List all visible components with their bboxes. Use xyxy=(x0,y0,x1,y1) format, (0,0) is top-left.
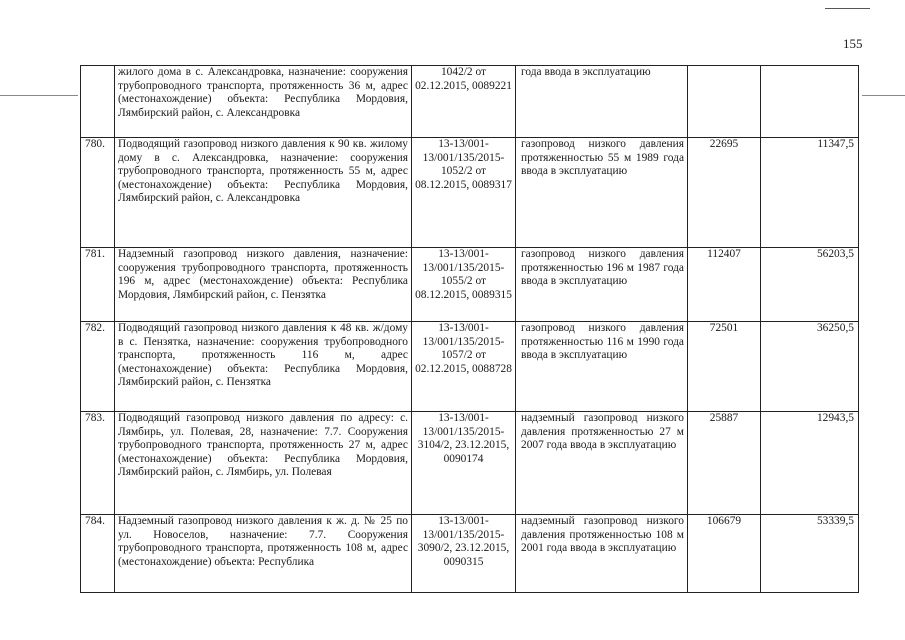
object-characteristics: газопровод низкого давления протяженностью 196 м 1987 года ввода в эксплуатацию xyxy=(516,248,688,322)
object-description: жилого дома в с. Александровка, назначение: сооружения трубопроводного транспорта, протяженность 36 м, адрес (местонахождение) объекта: Республика Мордовия, Лямбирский район, с. Александровка xyxy=(115,66,412,138)
residual-value: 53339,5 xyxy=(761,515,859,593)
object-description: Подводящий газопровод низкого давления к 48 кв. ж/дому в с. Пензятка, назначение: сооружения трубопроводного транспорта, протяженность 116 м, адрес (местонахождение) объекта: Республика Мордовия, Лямбирский район, с. Пензятка xyxy=(115,322,412,412)
row-number: 782. xyxy=(81,322,115,412)
residual-value: 12943,5 xyxy=(761,412,859,515)
object-characteristics: газопровод низкого давления протяженностью 116 м 1990 года ввода в эксплуатацию xyxy=(516,322,688,412)
registration-record: 13-13/001-13/001/135/2015-3104/2, 23.12.2015, 0090174 xyxy=(412,412,516,515)
row-number: 781. xyxy=(81,248,115,322)
row-number xyxy=(81,66,115,138)
book-value: 22695 xyxy=(688,138,761,248)
object-characteristics: газопровод низкого давления протяженностью 55 м 1989 года ввода в эксплуатацию xyxy=(516,138,688,248)
registration-record: 13-13/001-13/001/135/2015-3090/2, 23.12.2015, 0090315 xyxy=(412,515,516,593)
table-row xyxy=(81,66,859,138)
object-characteristics: года ввода в эксплуатацию xyxy=(516,66,688,138)
object-description: Подводящий газопровод низкого давления к 90 кв. жилому дому в с. Александровка, назначение: сооружения трубопроводного транспорта, протяженность 55 м, адрес (местонахождение) объекта: Республика Мордовия, Лямбирский район, с. Александровка xyxy=(115,138,412,248)
property-table xyxy=(80,65,859,593)
table-row xyxy=(81,248,859,322)
object-description: Подводящий газопровод низкого давления по адресу: с. Лямбирь, ул. Полевая, 28, назначение: 7.7. Сооружения трубопроводного транспорта, протяженность 27 м, адрес (местонахождение) объекта: Республика Мордовия, Лямбирский район, с. Лямбирь, ул. Полевая xyxy=(115,412,412,515)
scan-mark-top-right xyxy=(825,8,870,9)
book-value: 25887 xyxy=(688,412,761,515)
object-characteristics: надземный газопровод низкого давления протяженностью 108 м 2001 года ввода в эксплуатацию xyxy=(516,515,688,593)
book-value: 72501 xyxy=(688,322,761,412)
registration-record: 1042/2 от 02.12.2015, 0089221 xyxy=(412,66,516,138)
book-value: 112407 xyxy=(688,248,761,322)
registration-record: 13-13/001-13/001/135/2015-1055/2 от 08.12.2015, 0089315 xyxy=(412,248,516,322)
object-characteristics: надземный газопровод низкого давления протяженностью 27 м 2007 года ввода в эксплуатацию xyxy=(516,412,688,515)
row-number: 780. xyxy=(81,138,115,248)
scan-mark-right xyxy=(862,95,905,96)
registration-record: 13-13/001-13/001/135/2015-1052/2 от 08.12.2015, 0089317 xyxy=(412,138,516,248)
residual-value: 11347,5 xyxy=(761,138,859,248)
residual-value: 56203,5 xyxy=(761,248,859,322)
table-row xyxy=(81,515,859,593)
book-value xyxy=(688,66,761,138)
registration-record: 13-13/001-13/001/135/2015-1057/2 от 02.12.2015, 0088728 xyxy=(412,322,516,412)
book-value: 106679 xyxy=(688,515,761,593)
residual-value: 36250,5 xyxy=(761,322,859,412)
page-number: 155 xyxy=(843,36,863,51)
row-number: 783. xyxy=(81,412,115,515)
row-number: 784. xyxy=(81,515,115,593)
object-description: Надземный газопровод низкого давления, назначение: сооружения трубопроводного транспорта, протяженность 196 м, адрес (местонахождение) объекта: Республика Мордовия, Лямбирский район, с. Пензятка xyxy=(115,248,412,322)
table-row xyxy=(81,138,859,248)
object-description: Надземный газопровод низкого давления к ж. д. № 25 по ул. Новоселов, назначение: 7.7. Сооружения трубопроводного транспорта, протяженность 108 м, адрес (местонахождение) объекта: Республика xyxy=(115,515,412,593)
scan-mark-left xyxy=(0,95,78,96)
table-row xyxy=(81,412,859,515)
table-row xyxy=(81,322,859,412)
residual-value xyxy=(761,66,859,138)
